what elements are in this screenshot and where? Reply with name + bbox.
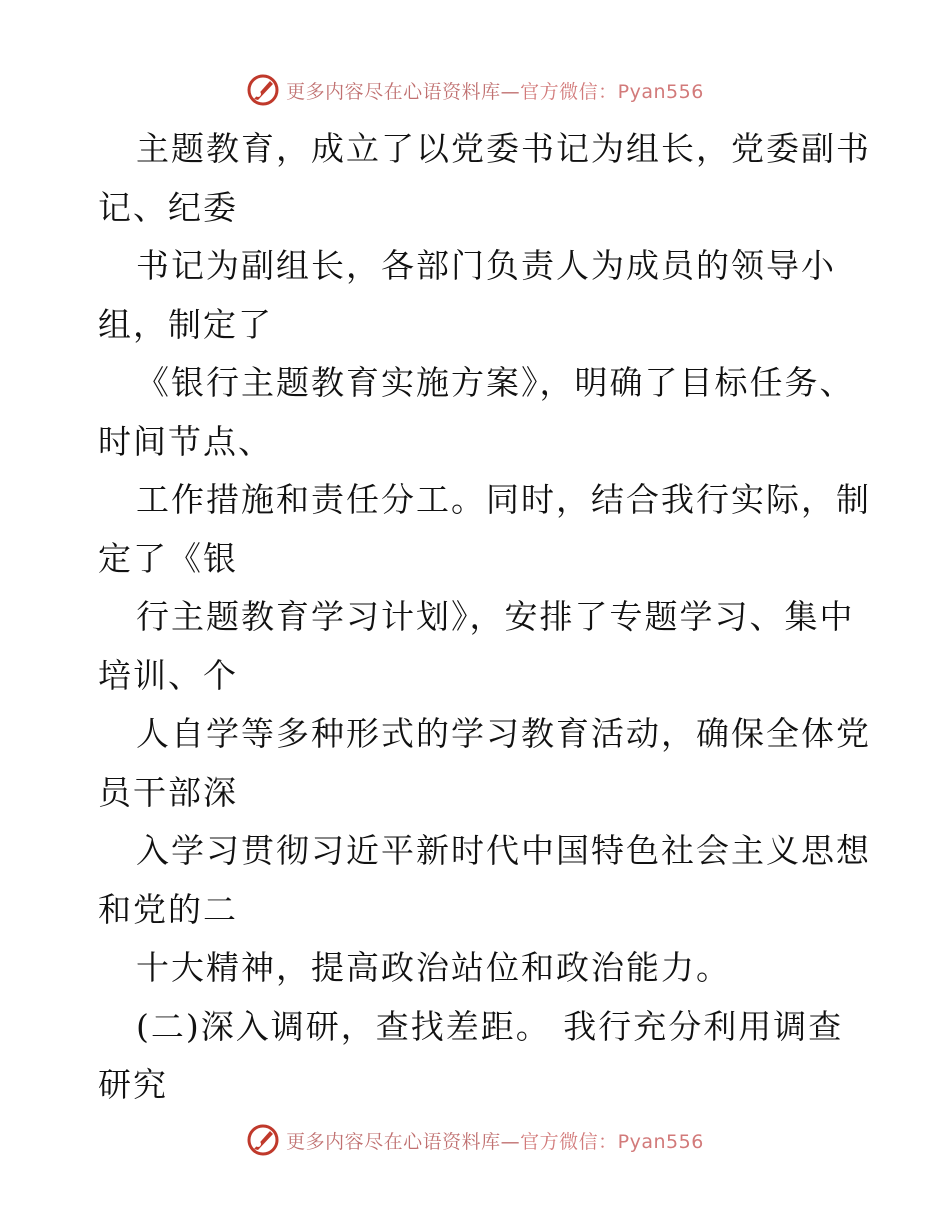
body-line: 《银行主题教育实施方案》，明确了目标任务、 bbox=[136, 363, 855, 402]
body-line: 定了《银 bbox=[98, 538, 238, 578]
body-line: 主题教育，成立了以党委书记为组长，党委副书 bbox=[136, 129, 871, 168]
body-line: 员干部深 bbox=[98, 772, 238, 812]
body-line: 和党的二 bbox=[98, 889, 238, 929]
footer-banner-text: 更多内容尽在心语资料库— bbox=[286, 1130, 521, 1153]
body-line: 时间节点、 bbox=[98, 421, 273, 461]
footer-watermark-banner bbox=[0, 1120, 950, 1160]
body-line: 行主题教育学习计划》，安排了专题学习、集中 bbox=[136, 597, 855, 636]
header-watermark-banner bbox=[0, 70, 950, 110]
quill-logo-icon bbox=[246, 73, 280, 107]
body-line: 研究 bbox=[98, 1065, 168, 1104]
document-body bbox=[98, 120, 871, 1115]
body-line: 书记为副组长，各部门负责人为成员的领导小 bbox=[136, 246, 836, 285]
body-line: 记、纪委 bbox=[98, 187, 238, 227]
quill-logo-icon bbox=[246, 1123, 280, 1157]
header-banner-text: 更多内容尽在心语资料库— bbox=[286, 80, 521, 103]
body-line: 人自学等多种形式的学习教育活动，确保全体党 bbox=[136, 714, 871, 753]
header-banner-wechat: 官方微信：Pyan556 bbox=[520, 80, 704, 103]
body-line: (二)深入调研，查找差距。 我行充分利用调查 bbox=[136, 1006, 844, 1046]
body-line: 工作措施和责任分工。同时，结合我行实际，制 bbox=[136, 480, 871, 519]
body-line: 入学习贯彻习近平新时代中国特色社会主义思想 bbox=[136, 831, 871, 870]
body-line: 培训、个 bbox=[98, 655, 238, 695]
footer-banner-wechat: 官方微信：Pyan556 bbox=[520, 1130, 704, 1153]
body-line: 组，制定了 bbox=[98, 304, 273, 344]
body-line: 十大精神，提高政治站位和政治能力。 bbox=[136, 948, 731, 987]
